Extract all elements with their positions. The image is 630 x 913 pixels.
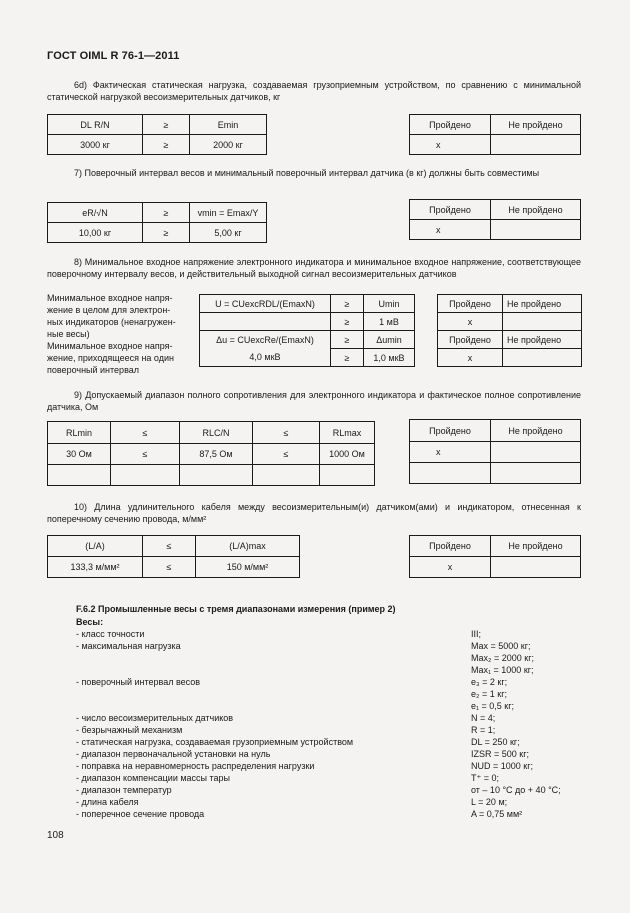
note-line: Минимальное входное напря- bbox=[47, 293, 173, 303]
pass-table-7 bbox=[409, 199, 581, 240]
cell: 4,0 мкВ bbox=[200, 349, 331, 367]
table-6d bbox=[47, 114, 267, 155]
spec-label: - длина кабеля bbox=[76, 797, 139, 807]
cell: 133,3 м/мм² bbox=[48, 557, 143, 578]
table-8 bbox=[199, 294, 415, 367]
spec-label: - статическая нагрузка, создаваемая грузоприемным устройством bbox=[76, 737, 354, 747]
cell: ≤ bbox=[253, 422, 320, 444]
spec-value: N = 4; bbox=[471, 713, 496, 723]
cell: x bbox=[438, 313, 503, 331]
note-8 bbox=[47, 292, 197, 376]
note-line: ные весы) bbox=[47, 329, 90, 339]
spec-label: - безрычажный механизм bbox=[76, 725, 183, 735]
pass-table-8 bbox=[437, 294, 582, 367]
cell: Не пройдено bbox=[491, 420, 581, 442]
spec-label bbox=[76, 688, 466, 700]
spec-label: - поправка на неравномерность распределения нагрузки bbox=[76, 761, 315, 771]
cell: ≥ bbox=[143, 203, 190, 223]
cell: 30 Ом bbox=[48, 444, 111, 465]
cell: ≥ bbox=[331, 349, 364, 367]
cell bbox=[503, 349, 582, 367]
cell: x bbox=[410, 442, 491, 463]
cell: (L/A)max bbox=[196, 536, 300, 557]
cell: ≤ bbox=[111, 422, 180, 444]
cell: 87,5 Ом bbox=[180, 444, 253, 465]
cell: Не пройдено bbox=[491, 115, 581, 135]
spec-label: - диапазон температур bbox=[76, 785, 172, 795]
spec-label: - число весоизмерительных датчиков bbox=[76, 713, 234, 723]
cell: U = CUexcRDL/(EmaxN) bbox=[200, 295, 331, 313]
cell: 150 м/мм² bbox=[196, 557, 300, 578]
section-title: F.6.2 Промышленные весы с тремя диапазонами измерения (пример 2) bbox=[76, 604, 396, 614]
spec-label: - класс точности bbox=[76, 629, 145, 639]
spec-label bbox=[76, 700, 466, 712]
cell bbox=[491, 220, 581, 240]
spec-value: IZSR = 500 кг; bbox=[471, 749, 529, 759]
cell: DL R/N bbox=[48, 115, 143, 135]
spec-value: III; bbox=[471, 629, 482, 639]
cell: Пройдено bbox=[438, 331, 503, 349]
spec-value: R = 1; bbox=[471, 725, 496, 735]
pass-table-9 bbox=[409, 419, 581, 484]
cell: ≥ bbox=[331, 313, 364, 331]
paragraph-7: 7) Поверочный интервал весов и минимальный поверочный интервал датчика (в кг) должны быть совместимы bbox=[74, 168, 540, 178]
spec-value: e₁ = 0,5 кг; bbox=[471, 701, 515, 711]
cell bbox=[200, 313, 331, 331]
cell: Пройдено bbox=[410, 115, 491, 135]
paragraph-8: 8) Минимальное входное напряжение электронного индикатора и минимальное входное напряжение, соответствующее поверочному интервалу весов, и действительный выходной сигнал весоизмерительных датчиков bbox=[47, 257, 581, 279]
table-7 bbox=[47, 202, 267, 243]
spec-label: - максимальная нагрузка bbox=[76, 641, 181, 651]
spec-value: от – 10 °С до + 40 °С; bbox=[471, 785, 561, 795]
cell: x bbox=[410, 557, 491, 578]
spec-value: e₃ = 2 кг; bbox=[471, 677, 508, 687]
cell: 1,0 мкВ bbox=[364, 349, 415, 367]
cell bbox=[253, 465, 320, 486]
spec-value: Max = 5000 кг; bbox=[471, 641, 531, 651]
cell: ≥ bbox=[143, 135, 190, 155]
cell bbox=[320, 465, 375, 486]
cell: Не пройдено bbox=[491, 536, 581, 557]
cell: ≤ bbox=[143, 557, 196, 578]
cell: Пройдено bbox=[438, 295, 503, 313]
note-line: поверочный интервал bbox=[47, 365, 139, 375]
cell: Не пройдено bbox=[503, 331, 582, 349]
cell bbox=[491, 463, 581, 484]
cell bbox=[410, 463, 491, 484]
note-line: Минимальное входное напря- bbox=[47, 341, 173, 351]
spec-label: - диапазон компенсации массы тары bbox=[76, 773, 231, 783]
cell: Пройдено bbox=[410, 536, 491, 557]
scales-label: Весы: bbox=[76, 617, 104, 627]
cell: ≥ bbox=[331, 331, 364, 349]
cell: 3000 кг bbox=[48, 135, 143, 155]
cell: ≥ bbox=[331, 295, 364, 313]
note-line: жение в целом для электрон- bbox=[47, 305, 171, 315]
paragraph-6d: 6d) Фактическая статическая нагрузка, создаваемая грузоприемным устройством, по сравнению с минимальной статической нагрузкой весоизмерительных датчиков, кг bbox=[47, 80, 581, 102]
cell: x bbox=[438, 349, 503, 367]
cell: RLmax bbox=[320, 422, 375, 444]
cell bbox=[503, 313, 582, 331]
paragraph-10: 10) Длина удлинительного кабеля между весоизмерительным(и) датчиком(ами) и индикатором, отнесенная к поперечному сечению провода, м/мм² bbox=[47, 502, 581, 524]
cell: ≤ bbox=[111, 444, 180, 465]
cell: RLmin bbox=[48, 422, 111, 444]
cell: vmin = Emax/Y bbox=[190, 203, 267, 223]
cell: Не пройдено bbox=[491, 200, 581, 220]
table-10 bbox=[47, 535, 300, 578]
cell: RLC/N bbox=[180, 422, 253, 444]
cell: ≤ bbox=[143, 536, 196, 557]
spec-label: - поверочный интервал весов bbox=[76, 677, 201, 687]
paragraph-9: 9) Допускаемый диапазон полного сопротивления для электронного индикатора и фактическое полное сопротивление датчика, Ом bbox=[47, 390, 581, 412]
spec-value: T⁺ = 0; bbox=[471, 773, 500, 783]
cell: Δumin bbox=[364, 331, 415, 349]
cell: Не пройдено bbox=[503, 295, 582, 313]
spec-value: e₂ = 1 кг; bbox=[471, 689, 507, 699]
cell bbox=[491, 557, 581, 578]
cell bbox=[180, 465, 253, 486]
cell: 1000 Ом bbox=[320, 444, 375, 465]
cell bbox=[491, 442, 581, 463]
cell bbox=[48, 465, 111, 486]
pass-table-6d bbox=[409, 114, 581, 155]
cell: Пройдено bbox=[410, 200, 491, 220]
cell: 5,00 кг bbox=[190, 223, 267, 243]
spec-labels bbox=[76, 628, 466, 820]
cell: x bbox=[410, 220, 491, 240]
spec-values bbox=[471, 628, 591, 820]
cell: Пройдено bbox=[410, 420, 491, 442]
spec-value: L = 20 м; bbox=[471, 797, 508, 807]
cell: ≤ bbox=[253, 444, 320, 465]
pass-table-10 bbox=[409, 535, 581, 578]
spec-value: Max₂ = 2000 кг; bbox=[471, 653, 534, 663]
cell: 1 мВ bbox=[364, 313, 415, 331]
cell: 2000 кг bbox=[190, 135, 267, 155]
spec-value: Max₁ = 1000 кг; bbox=[471, 665, 534, 675]
spec-label: - диапазон первоначальной установки на нуль bbox=[76, 749, 271, 759]
spec-value: NUD = 1000 кг; bbox=[471, 761, 533, 771]
table-9 bbox=[47, 421, 375, 486]
cell bbox=[491, 135, 581, 155]
cell: eR/√N bbox=[48, 203, 143, 223]
note-line: жение, приходящееся на один bbox=[47, 353, 174, 363]
cell: Emin bbox=[190, 115, 267, 135]
cell: x bbox=[410, 135, 491, 155]
cell: 10,00 кг bbox=[48, 223, 143, 243]
spec-value: A = 0,75 мм² bbox=[471, 809, 523, 819]
spec-label bbox=[76, 664, 466, 676]
note-line: ных индикаторов (ненагружен- bbox=[47, 317, 176, 327]
document-header: ГОСТ OIML R 76-1—2011 bbox=[47, 50, 180, 62]
cell: ≥ bbox=[143, 223, 190, 243]
cell: ≥ bbox=[143, 115, 190, 135]
spec-value: DL = 250 кг; bbox=[471, 737, 520, 747]
page-number: 108 bbox=[47, 830, 64, 841]
cell: Δu = CUexcRe/(EmaxN) bbox=[200, 331, 331, 349]
spec-label bbox=[76, 652, 466, 664]
spec-label: - поперечное сечение провода bbox=[76, 809, 205, 819]
cell bbox=[111, 465, 180, 486]
cell: (L/A) bbox=[48, 536, 143, 557]
cell: Umin bbox=[364, 295, 415, 313]
